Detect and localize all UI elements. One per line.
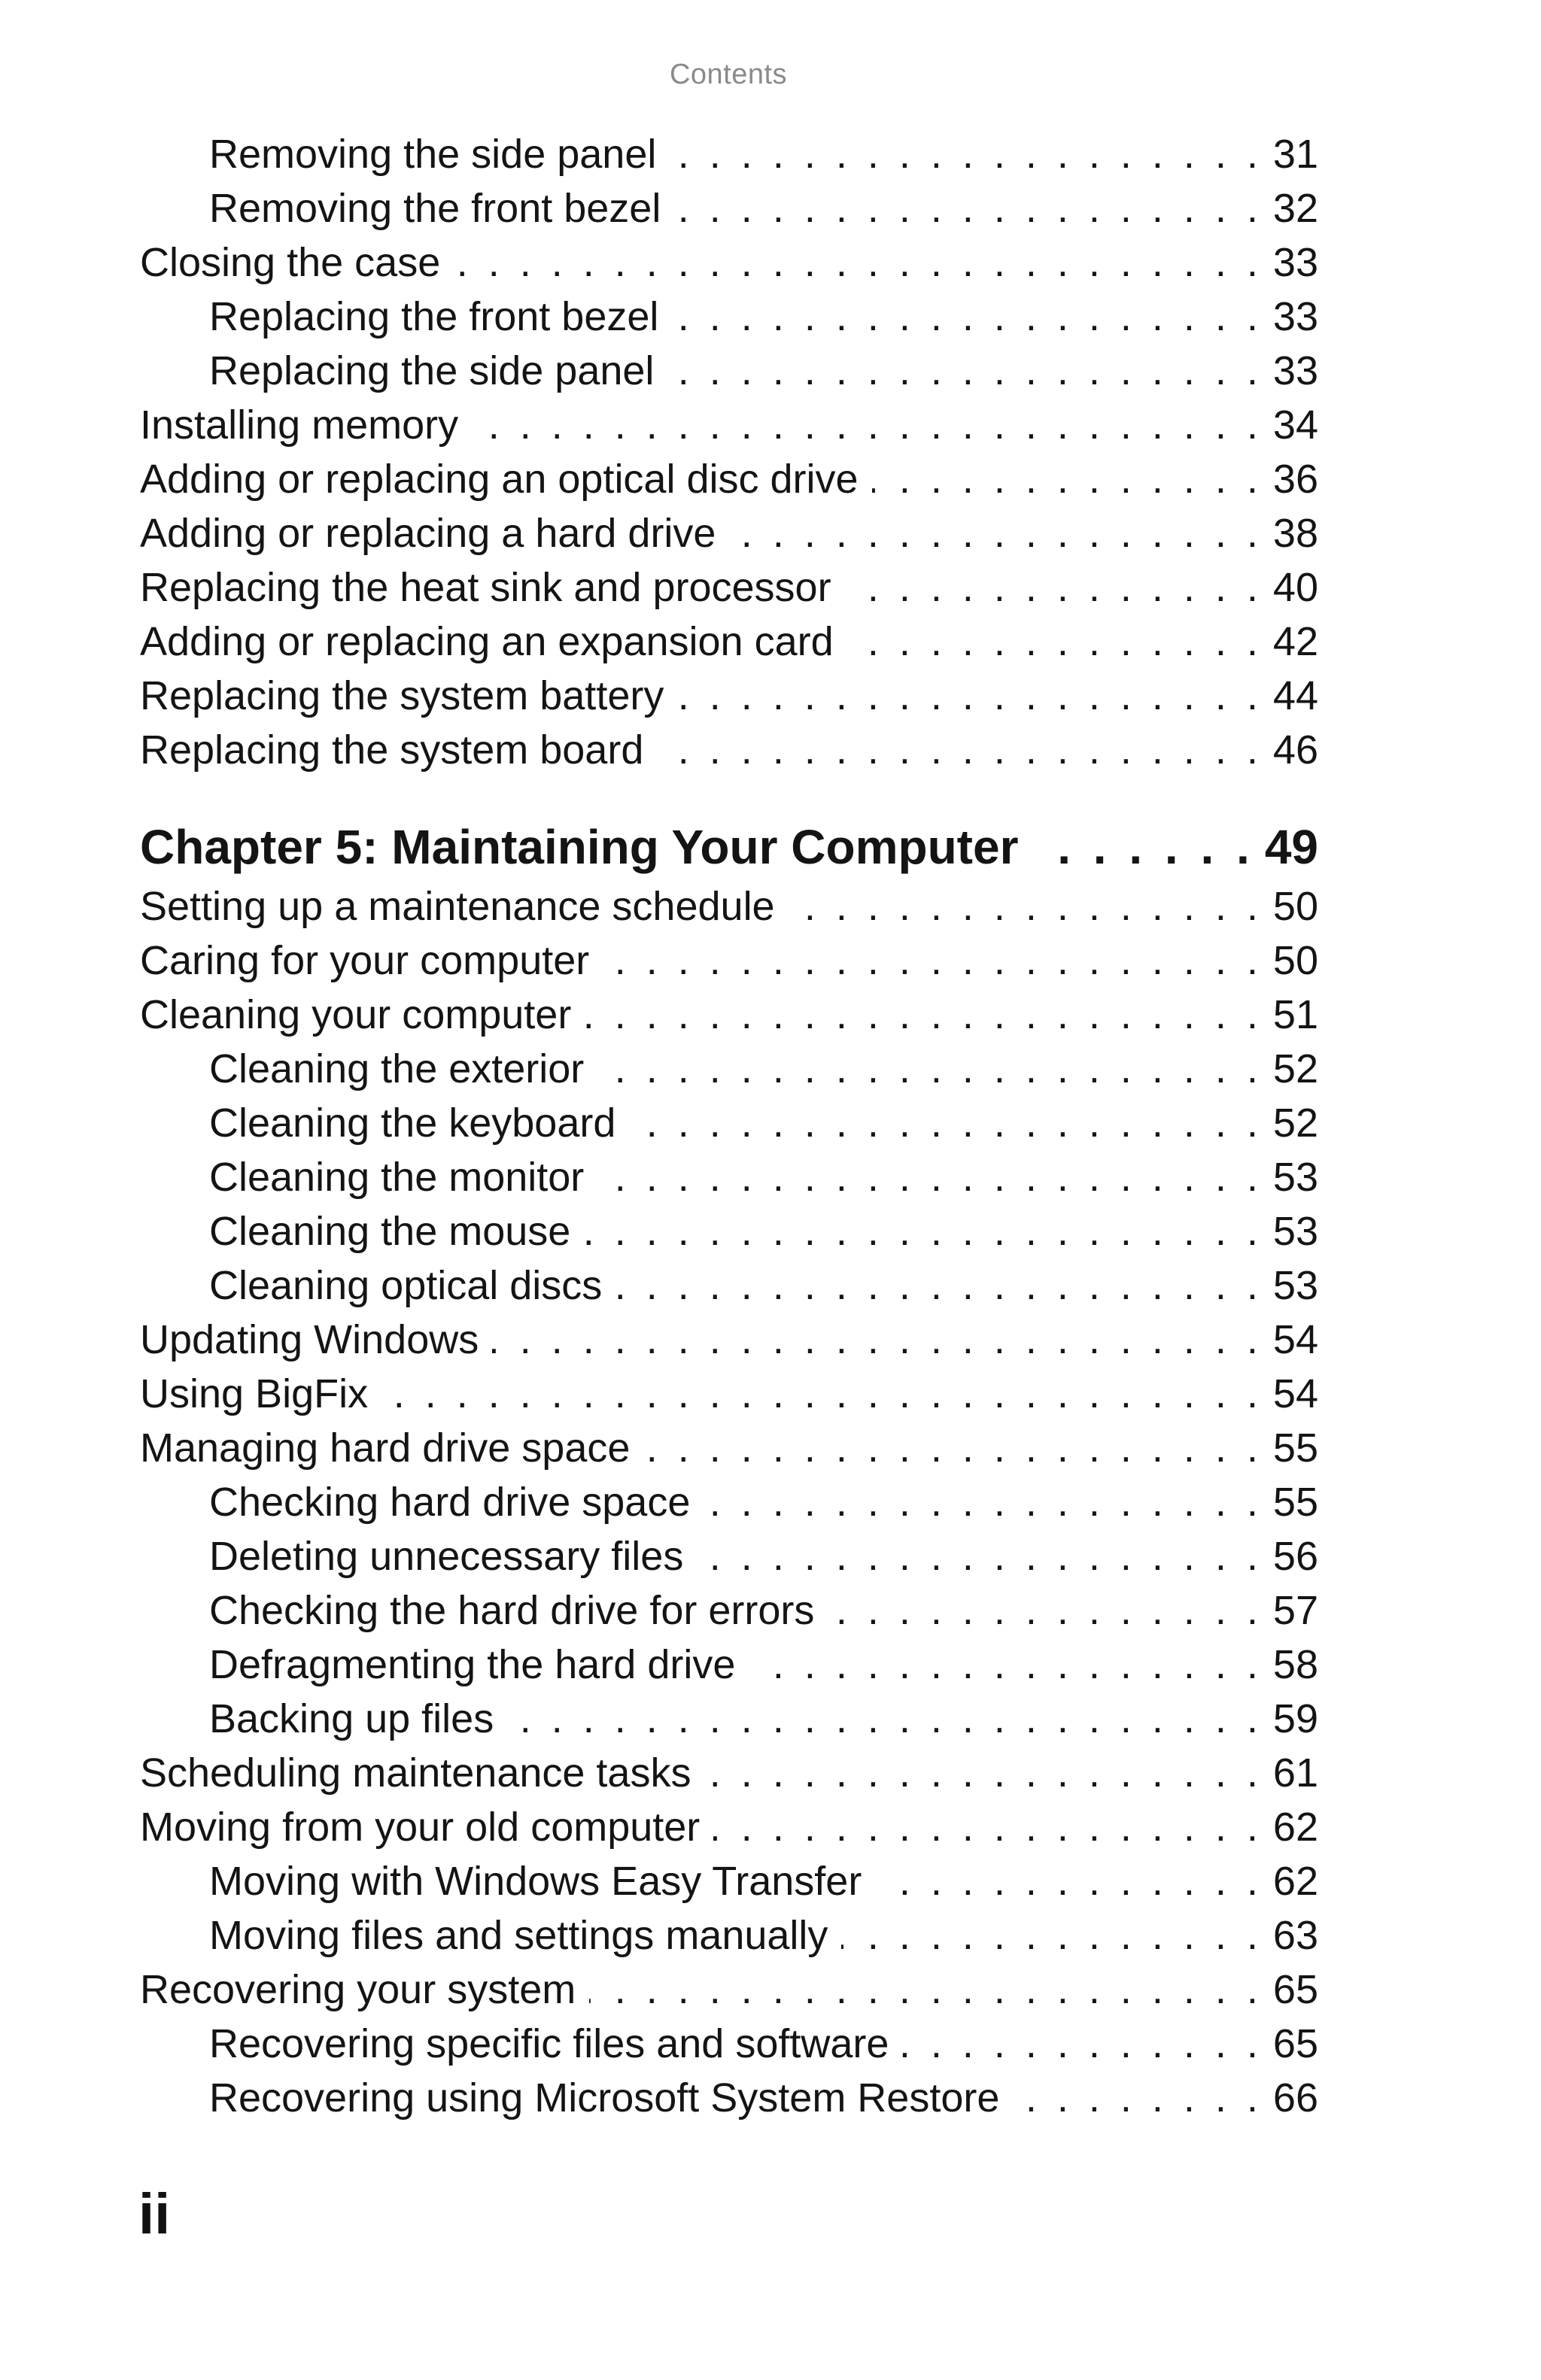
toc-entry-title: Checking hard drive space xyxy=(209,1480,691,1525)
toc-page-number: 52 xyxy=(1272,1100,1318,1146)
toc-entry-title: Adding or replacing a hard drive xyxy=(140,511,716,556)
toc-entry-title: Adding or replacing an optical disc drive xyxy=(140,457,859,502)
dot-leader xyxy=(789,882,1263,931)
dot-leader xyxy=(845,563,1263,612)
toc-entry-title: Defragmenting the hard drive xyxy=(209,1642,736,1687)
toc-entry-title: Replacing the side panel xyxy=(209,348,655,393)
toc-entry-title: Checking the hard drive for errors xyxy=(209,1588,815,1633)
toc-page-number: 62 xyxy=(1272,1859,1318,1904)
toc-entry[interactable] xyxy=(140,563,1318,612)
toc-page-number: 65 xyxy=(1272,1967,1318,2012)
toc-entry-title: Replacing the heat sink and processor xyxy=(140,565,831,610)
toc-entry[interactable] xyxy=(140,400,1318,450)
toc-entry[interactable] xyxy=(140,725,1318,775)
toc-entry-title: Chapter 5: Maintaining Your Computer xyxy=(140,820,1019,874)
toc-entry-title: Caring for your computer xyxy=(140,938,590,983)
toc-entry-title: Moving with Windows Easy Transfer xyxy=(209,1859,862,1904)
dot-leader xyxy=(902,2019,1263,2069)
toc-entry-title: Backing up files xyxy=(209,1696,494,1741)
toc-page-number: 54 xyxy=(1272,1371,1318,1416)
toc-page-number: 58 xyxy=(1272,1642,1318,1687)
dot-leader xyxy=(674,184,1263,233)
toc-page-number: 59 xyxy=(1272,1696,1318,1741)
toc-entry[interactable] xyxy=(140,1802,1318,1852)
toc-page-number: 46 xyxy=(1272,727,1318,773)
toc-page-number: 50 xyxy=(1272,884,1318,929)
dot-leader xyxy=(667,346,1263,396)
toc-entry-title: Cleaning the exterior xyxy=(209,1046,585,1091)
dot-leader xyxy=(643,1423,1263,1473)
running-head: Contents xyxy=(669,59,788,90)
toc-page-number: 36 xyxy=(1272,457,1318,502)
dot-leader xyxy=(584,1207,1263,1256)
toc-entry[interactable] xyxy=(209,1532,1318,1581)
toc-entry[interactable] xyxy=(209,1694,1318,1744)
toc-page-number: 50 xyxy=(1272,938,1318,983)
toc-page-number: 62 xyxy=(1272,1805,1318,1850)
toc-page-number: 61 xyxy=(1272,1750,1318,1796)
toc-entry[interactable] xyxy=(209,1640,1318,1689)
dot-leader xyxy=(872,454,1263,504)
toc-entry-title: Setting up a maintenance schedule xyxy=(140,884,775,929)
toc-page-number: 33 xyxy=(1272,348,1318,393)
dot-leader xyxy=(454,238,1263,287)
toc-page-number: 49 xyxy=(1264,820,1318,874)
dot-leader xyxy=(472,400,1263,450)
dot-leader xyxy=(713,1802,1263,1852)
dot-leader xyxy=(492,1315,1263,1365)
toc-entry[interactable] xyxy=(209,129,1318,179)
toc-entry-title: Using BigFix xyxy=(140,1371,369,1416)
toc-entry-title: Recovering specific files and software xyxy=(209,2021,889,2066)
toc-page-number: 33 xyxy=(1272,240,1318,285)
toc-entry[interactable] xyxy=(209,1856,1318,1906)
toc-page-number: 52 xyxy=(1272,1046,1318,1091)
toc-page-number: 51 xyxy=(1272,992,1318,1037)
toc-entry[interactable] xyxy=(140,454,1318,504)
toc-entry[interactable] xyxy=(209,1261,1318,1310)
toc-entry[interactable] xyxy=(140,990,1318,1040)
dot-leader xyxy=(657,725,1263,775)
dot-leader xyxy=(1032,817,1254,877)
toc-page-number: 53 xyxy=(1272,1155,1318,1200)
toc-page-number: 42 xyxy=(1272,619,1318,664)
toc-page-number: 34 xyxy=(1272,402,1318,448)
toc-entry-title: Installing memory xyxy=(140,402,459,448)
toc-entry[interactable] xyxy=(140,1965,1318,2014)
toc-entry-title: Recovering using Microsoft System Restore xyxy=(209,2075,1000,2120)
dot-leader xyxy=(672,292,1263,342)
toc-entry-title: Recovering your system xyxy=(140,1967,576,2012)
toc-entry[interactable] xyxy=(140,238,1318,287)
toc-entry[interactable] xyxy=(209,1207,1318,1256)
toc-entry-title: Replacing the front bezel xyxy=(209,294,659,339)
toc-entry-title: Cleaning your computer xyxy=(140,992,572,1037)
dot-leader xyxy=(828,1586,1263,1635)
toc-entry[interactable] xyxy=(140,617,1318,666)
toc-entry[interactable] xyxy=(209,346,1318,396)
toc-entry[interactable] xyxy=(209,2019,1318,2069)
dot-leader xyxy=(585,990,1263,1040)
toc-entry-title: Removing the front bezel xyxy=(209,186,661,231)
toc-entry-title: Cleaning optical discs xyxy=(209,1263,603,1308)
dot-leader xyxy=(677,671,1263,721)
toc-entry[interactable] xyxy=(140,1315,1318,1365)
toc-page-number: 55 xyxy=(1272,1480,1318,1525)
toc-entry-title: Updating Windows xyxy=(140,1317,479,1362)
toc-entry-title: Moving files and settings manually xyxy=(209,1913,828,1958)
toc-entry[interactable] xyxy=(209,292,1318,342)
dot-leader xyxy=(875,1856,1263,1906)
toc-page-number: 38 xyxy=(1272,511,1318,556)
toc-page-number: 55 xyxy=(1272,1425,1318,1471)
toc-entry-title: Replacing the system board xyxy=(140,727,644,773)
dot-leader xyxy=(670,129,1263,179)
toc-page-number: 53 xyxy=(1272,1263,1318,1308)
toc-entry[interactable] xyxy=(209,1911,1318,1960)
toc-entry[interactable] xyxy=(209,1152,1318,1202)
dot-leader xyxy=(603,936,1263,985)
toc-entry[interactable] xyxy=(140,1423,1318,1473)
dot-leader xyxy=(597,1044,1263,1094)
page-folio: ii xyxy=(138,2182,171,2246)
dot-leader xyxy=(615,1261,1263,1310)
toc-entry-title: Cleaning the keyboard xyxy=(209,1100,616,1146)
dot-leader xyxy=(841,1911,1263,1960)
toc-entry-title: Scheduling maintenance tasks xyxy=(140,1750,691,1796)
dot-leader xyxy=(629,1098,1263,1148)
toc-page-number: 53 xyxy=(1272,1209,1318,1254)
toc-page-number: 32 xyxy=(1272,186,1318,231)
dot-leader xyxy=(507,1694,1263,1744)
dot-leader xyxy=(749,1640,1263,1689)
toc-entry-title: Managing hard drive space xyxy=(140,1425,631,1471)
toc-entry[interactable] xyxy=(140,1748,1318,1798)
dot-leader xyxy=(704,1748,1262,1798)
toc-page-number: 65 xyxy=(1272,2021,1318,2066)
toc-entry-title: Adding or replacing an expansion card xyxy=(140,619,834,664)
toc-page-number: 66 xyxy=(1272,2075,1318,2120)
dot-leader xyxy=(697,1532,1263,1581)
toc-entry[interactable] xyxy=(209,1098,1318,1148)
dot-leader xyxy=(381,1369,1263,1419)
toc-entry-title: Cleaning the mouse xyxy=(209,1209,571,1254)
toc-entry[interactable] xyxy=(140,671,1318,721)
toc-page-number: 54 xyxy=(1272,1317,1318,1362)
toc-page-number: 57 xyxy=(1272,1588,1318,1633)
toc-entry[interactable] xyxy=(140,508,1318,558)
toc-entry[interactable] xyxy=(209,1044,1318,1094)
toc-page-number: 56 xyxy=(1272,1534,1318,1579)
toc-page-number: 40 xyxy=(1272,565,1318,610)
toc-page-number: 44 xyxy=(1272,673,1318,718)
toc-entry-title: Cleaning the monitor xyxy=(209,1155,585,1200)
toc-entry-title: Removing the side panel xyxy=(209,132,657,177)
toc-entry-title: Replacing the system battery xyxy=(140,673,664,718)
dot-leader xyxy=(597,1152,1263,1202)
dot-leader xyxy=(729,508,1262,558)
dot-leader xyxy=(704,1477,1263,1527)
toc-entry[interactable] xyxy=(209,1477,1318,1527)
toc-entry[interactable] xyxy=(140,882,1318,931)
dot-leader xyxy=(847,617,1263,666)
toc-entry[interactable] xyxy=(209,2073,1318,2123)
toc-entry[interactable] xyxy=(140,936,1318,985)
toc-entry[interactable] xyxy=(209,1586,1318,1635)
dot-leader xyxy=(1013,2073,1263,2123)
toc-entry-title: Moving from your old computer xyxy=(140,1805,701,1850)
dot-leader xyxy=(589,1965,1263,2014)
toc-page-number: 63 xyxy=(1272,1913,1318,1958)
toc-entry-title: Closing the case xyxy=(140,240,441,285)
toc-entry[interactable] xyxy=(140,1369,1318,1419)
toc-entry[interactable] xyxy=(209,184,1318,233)
toc-page-number: 33 xyxy=(1272,294,1318,339)
toc-page-number: 31 xyxy=(1272,132,1318,177)
toc-chapter-heading[interactable] xyxy=(140,817,1318,877)
toc-entry-title: Deleting unnecessary files xyxy=(209,1534,684,1579)
